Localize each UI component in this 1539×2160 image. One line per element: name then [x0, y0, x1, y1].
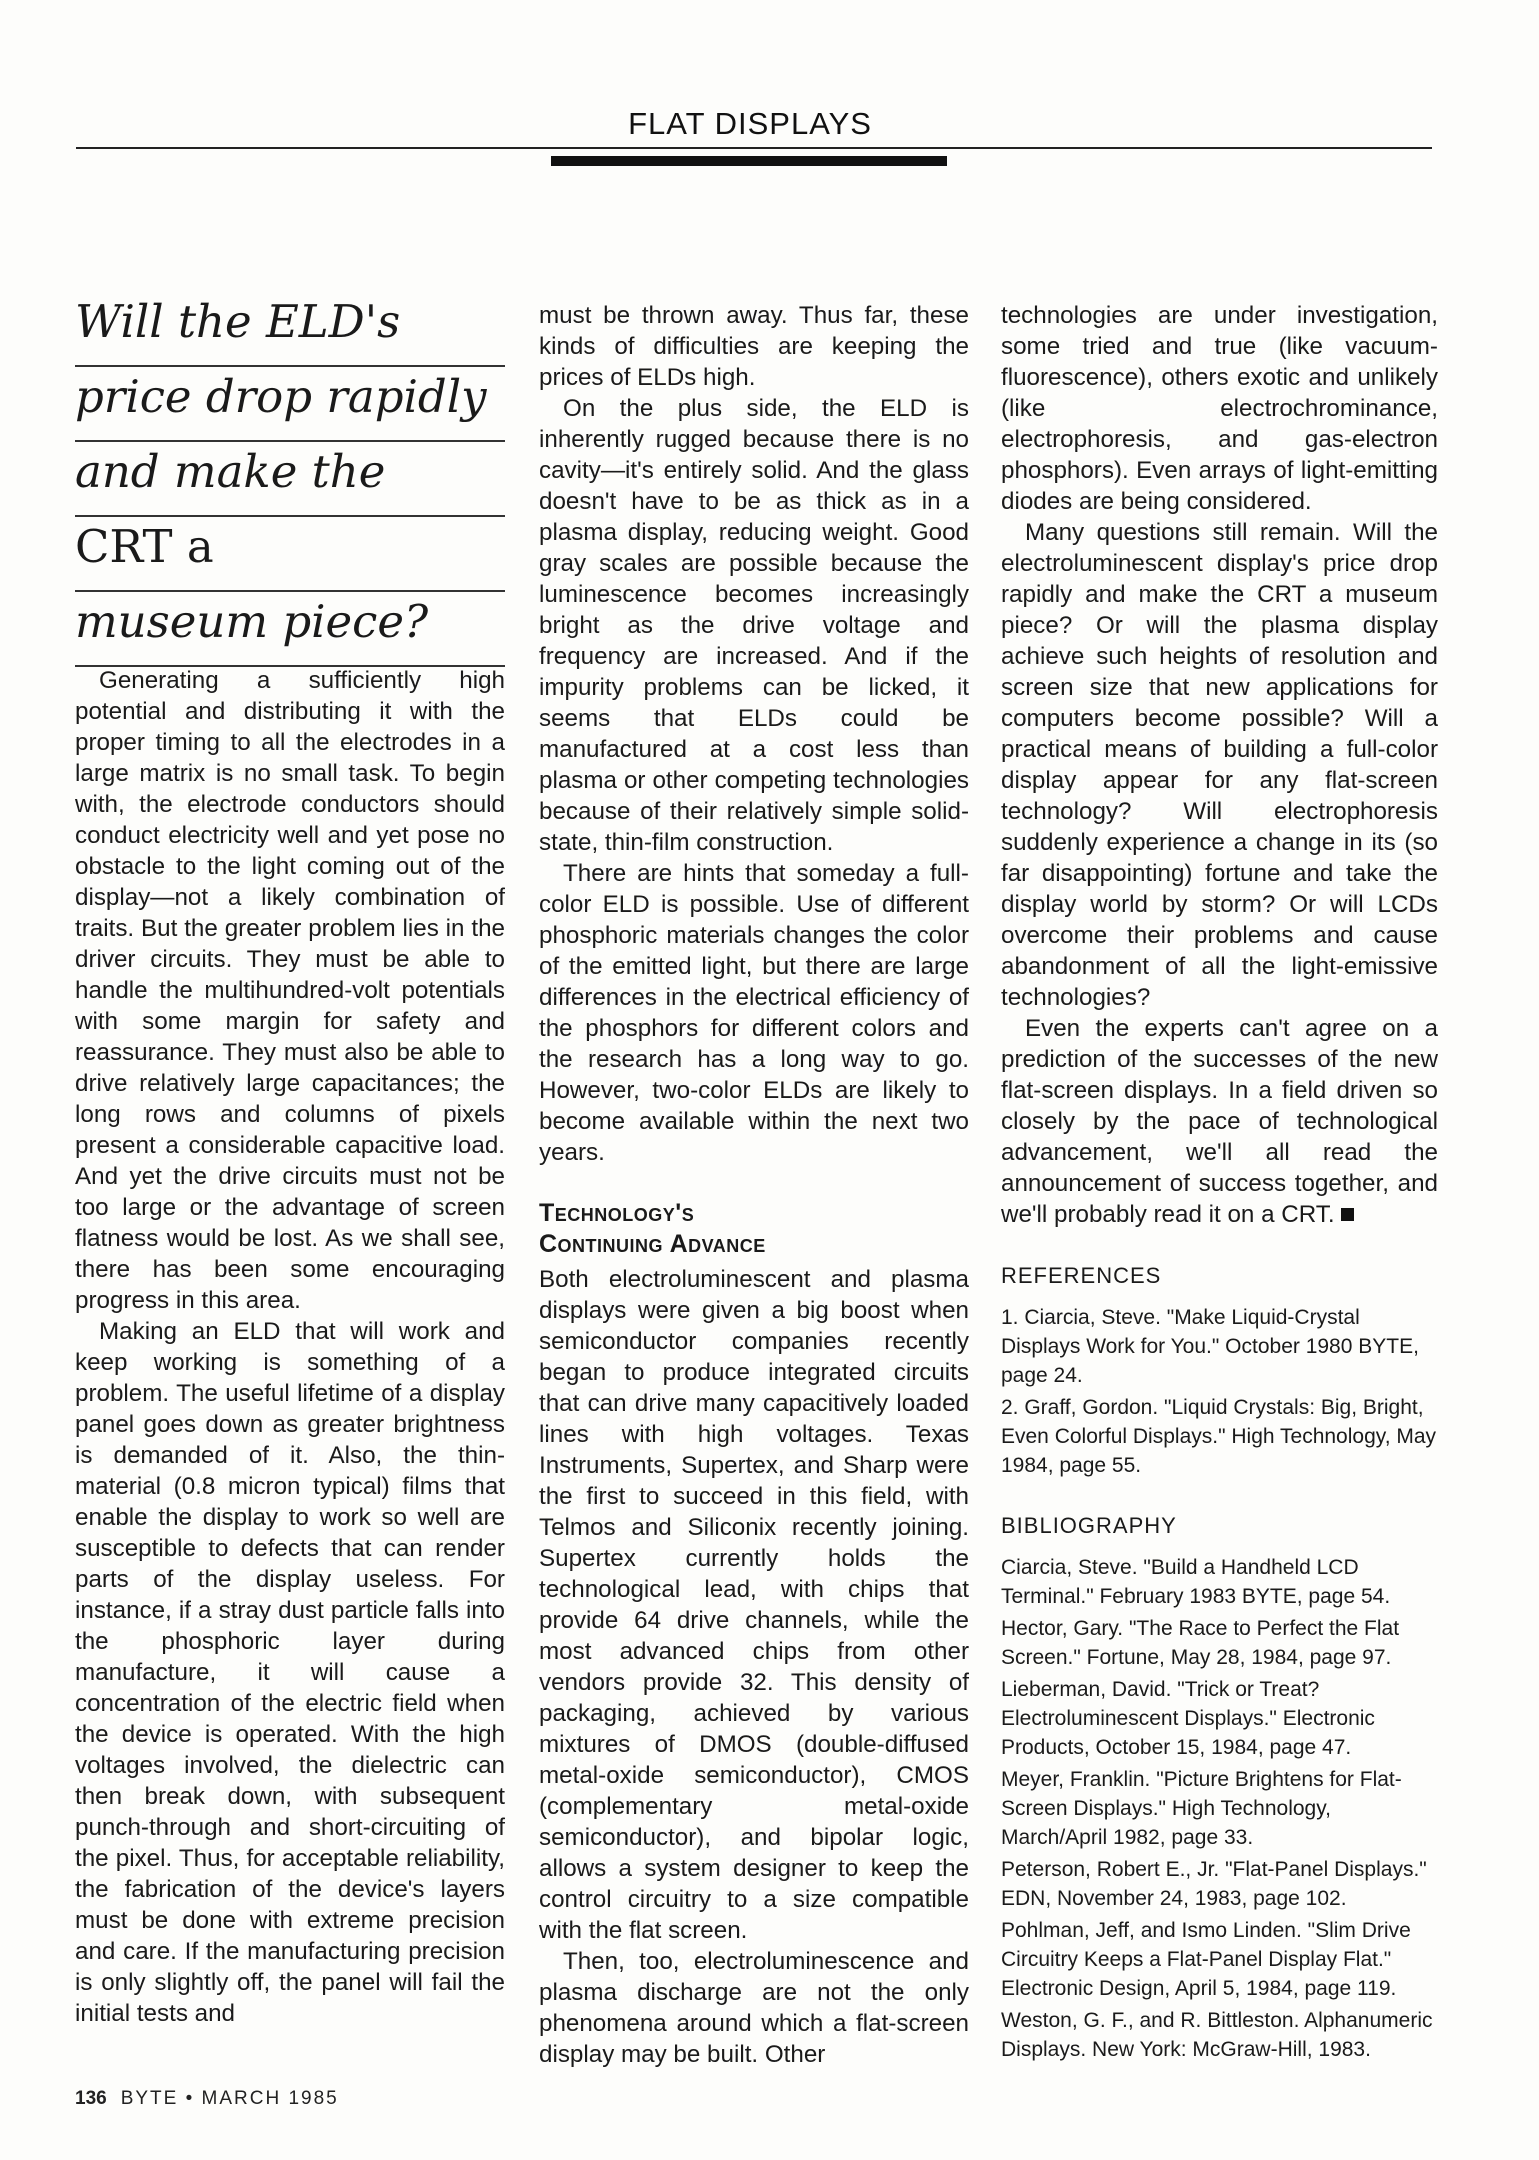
reference-item: 2. Graff, Gordon. "Liquid Crystals: Big, Bright, Even Colorful Displays." High Technology, May 1984, page 55.: [1001, 1396, 1437, 1477]
body-paragraph: must be thrown away. Thus far, these kinds of difficulties are keeping the prices of ELDs high.: [539, 302, 969, 391]
page-footer: [75, 2088, 339, 2110]
body-paragraph: [1001, 1013, 1438, 1230]
subhead-line: Continuing Advance: [539, 1230, 766, 1258]
pull-quote-line: and make the: [75, 442, 505, 517]
section-header: FLAT DISPLAYS: [628, 106, 872, 141]
section-subhead: [539, 1198, 969, 1260]
bibliography-item: Meyer, Franklin. "Picture Brightens for Flat-Screen Displays." High Technology, March/April 1982, page 33.: [1001, 1768, 1402, 1849]
bibliography-heading: BIBLIOGRAPHY: [1001, 1513, 1177, 1538]
bibliography-item: Weston, G. F., and R. Bittleston. Alphanumeric Displays. New York: McGraw-Hill, 1983.: [1001, 2009, 1433, 2061]
body-paragraph: On the plus side, the ELD is inherently rugged because there is no cavity—it's entirely solid. And the glass doesn't have to be as thick as in a plasma display, reducing weight. Good gray scales are possible because the luminescence becomes increasingly bright as the drive voltage and frequency are increased. And if the impurity problems can be licked, it seems that ELDs could be manufactured at a cost less than plasma or other competing technologies because of their relatively simple solid-state, thin-film construction.: [539, 395, 969, 856]
subhead-line: Technology's: [539, 1199, 695, 1227]
references-heading: REFERENCES: [1001, 1263, 1162, 1288]
body-paragraph: technologies are under investigation, some tried and true (like vacuum-fluorescence), others exotic and unlikely (like electrochrominance, electrophoresis, and gas-electron phosphors). Even arrays of light-emitting diodes are being considered.: [1001, 302, 1438, 515]
pull-quote-line: museum piece?: [75, 592, 505, 667]
pull-quote: [75, 292, 505, 667]
end-of-article-icon: [1341, 1208, 1354, 1221]
pull-quote-line: CRT a: [75, 517, 505, 592]
article-column-1: [75, 665, 505, 2029]
bibliography-item: Pohlman, Jeff, and Ismo Linden. "Slim Drive Circuitry Keeps a Flat-Panel Display Flat." Electronic Design, April 5, 1984, page 119.: [1001, 1919, 1411, 2000]
header-rule: [76, 147, 1432, 149]
body-paragraph: Generating a sufficiently high potential and distributing it with the proper timing to all the electrodes in a large matrix is no small task. To begin with, the electrode conductors should conduct electricity well and yet pose no obstacle to the light coming out of the display—not a likely combination of traits. But the greater problem lies in the driver circuits. They must be able to handle the multihundred-volt potentials with some margin for safety and reassurance. They must also be able to drive relatively large capacitances; the long rows and columns of pixels present a considerable capacitive load. And yet the drive circuits must not be too large or the advantage of screen flatness would be lost. As we shall see, there has been some encouraging progress in this area.: [75, 667, 505, 1314]
body-paragraph: Making an ELD that will work and keep working is something of a problem. The useful lifetime of a display panel goes down as greater brightness is demanded of it. Also, the thin-material (0.8 micron typical) films that enable the display to work so well are susceptible to defects that can render parts of the display useless. For instance, if a stray dust particle falls into the phosphoric layer during manufacture, it will cause a concentration of the electric field when the device is operated. With the high voltages involved, the dielectric can then break down, with subsequent punch-through and short-circuiting of the pixel. Thus, for acceptable reliability, the fabrication of the device's layers must be done with extreme precision and care. If the manufacturing precision is only slightly off, the panel will fail the initial tests and: [75, 1318, 505, 2027]
header-accent-bar: [551, 156, 947, 166]
closing-text: Even the experts can't agree on a prediction of the successes of the new flat-screen displays. In a field driven so closely by the pace of technological advancement, we'll all read the announcement of success together, and we'll probably read it on a CRT.: [1001, 1015, 1438, 1228]
page-number: 136: [75, 2088, 107, 2109]
article-column-2: [539, 300, 969, 2070]
pull-quote-line: Will the ELD's: [75, 292, 505, 367]
body-paragraph: Many questions still remain. Will the electroluminescent display's price drop rapidly and make the CRT a museum piece? Or will the plasma display achieve such heights of resolution and screen size that new applications for computers become possible? Will a practical means of building a full-color display appear for any flat-screen technology? Will electrophoresis suddenly experience a change in its (so far disappointing) fortune and take the display world by storm? Or will LCDs overcome their problems and cause abandonment of all the light-emissive technologies?: [1001, 519, 1438, 1011]
bibliography-item: Lieberman, David. "Trick or Treat? Electroluminescent Displays." Electronic Products, October 15, 1984, page 47.: [1001, 1678, 1375, 1759]
reference-item: 1. Ciarcia, Steve. "Make Liquid-Crystal Displays Work for You." October 1980 BYTE, page 24.: [1001, 1306, 1419, 1387]
bibliography-item: Ciarcia, Steve. "Build a Handheld LCD Terminal." February 1983 BYTE, page 54.: [1001, 1556, 1391, 1608]
publication-line: BYTE • MARCH 1985: [120, 2088, 339, 2109]
article-column-3: [1001, 300, 1438, 2064]
pull-quote-line: price drop rapidly: [75, 367, 505, 442]
bibliography-item: Hector, Gary. "The Race to Perfect the Flat Screen." Fortune, May 28, 1984, page 97.: [1001, 1617, 1400, 1669]
body-paragraph: There are hints that someday a full-color ELD is possible. Use of different phosphoric materials changes the color of the emitted light, but there are large differences in the electrical efficiency of the phosphors for different colors and the research has a long way to go. However, two-color ELDs are likely to become available within the next two years.: [539, 860, 969, 1166]
bibliography-item: Peterson, Robert E., Jr. "Flat-Panel Displays." EDN, November 24, 1983, page 102.: [1001, 1858, 1427, 1910]
body-paragraph: Both electroluminescent and plasma displays were given a big boost when semiconductor companies recently began to produce integrated circuits that can drive many capacitively loaded lines with high voltages. Texas Instruments, Supertex, and Sharp were the first to succeed in this field, with Telmos and Siliconix recently joining. Supertex currently holds the technological lead, with chips that provide 64 drive channels, while the most advanced chips from other vendors provide 32. This density of packaging, achieved by various mixtures of DMOS (double-diffused metal-oxide semiconductor), CMOS (complementary metal-oxide semiconductor), and bipolar logic, allows a system designer to keep the control circuitry to a size compatible with the flat screen.: [539, 1266, 969, 1944]
body-paragraph: Then, too, electroluminescence and plasma discharge are not the only phenomena around which a flat-screen display may be built. Other: [539, 1948, 969, 2068]
